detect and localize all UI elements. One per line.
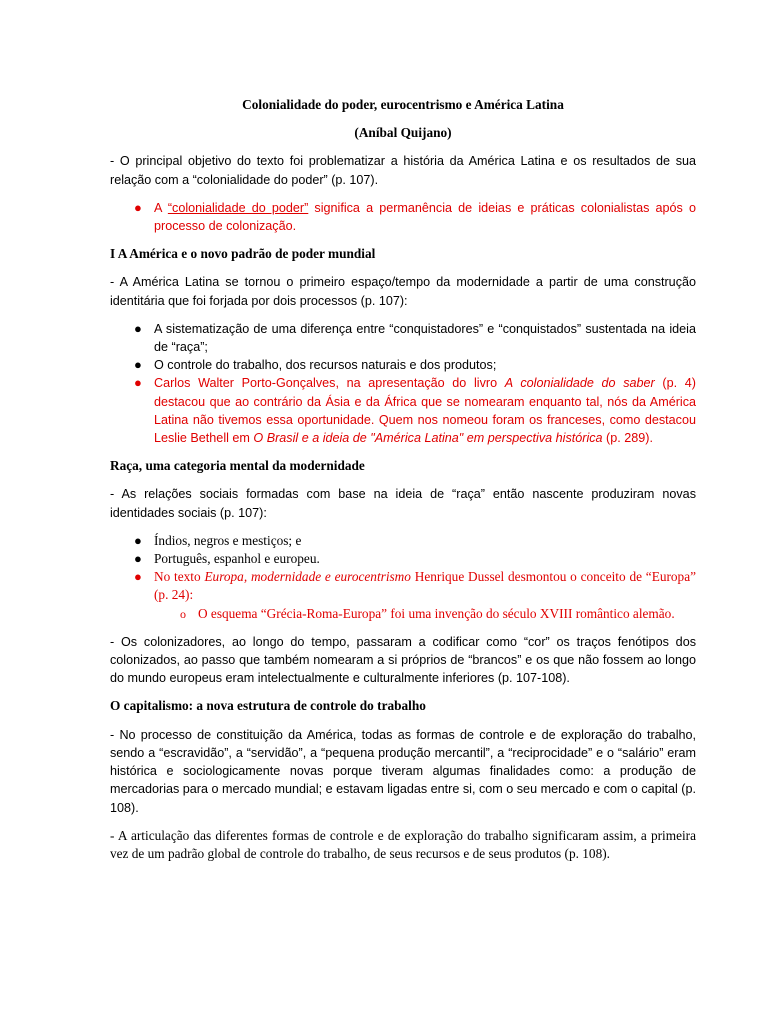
document-title: Colonialidade do poder, eurocentrismo e América Latina [242, 97, 564, 112]
circle-bullet-icon: o [180, 606, 186, 621]
section1-paragraph: - A América Latina se tornou o primeiro espaço/tempo da modernidade a partir de uma construção identitária que foi forjada por dois processos (p. 107): [110, 275, 696, 308]
section2-paragraph-1: - As relações sociais formadas com base na ideia de “raça” então nascente produziram novas identidades sociais (p. 107): [110, 487, 696, 520]
bullet-icon: ● [134, 199, 142, 215]
bullet-icon: ● [134, 532, 142, 548]
section2-bullet-list [110, 532, 696, 623]
bullet-icon: ● [134, 320, 142, 336]
section3-paragraph-2: - A articulação das diferentes formas de controle e de exploração do trabalho significaram assim, a primeira vez de um padrão global de controle do trabalho, de seus recursos e de seus produtos (p. 108). [110, 827, 696, 861]
document-page [110, 96, 696, 873]
section-heading-america: I A América e o novo padrão de poder mundial [110, 246, 376, 262]
section1-bullet-list [110, 320, 696, 447]
intro-bullet-list [110, 199, 696, 235]
list-item: ● Português, espanhol e europeu. [154, 550, 696, 568]
intro-paragraph: - O principal objetivo do texto foi problematizar a história da América Latina e os resultados de sua relação com a “colonialidade do poder” (p. 107). [110, 154, 696, 187]
list-item: ● Carlos Walter Porto-Gonçalves, na apresentação do livro A colonialidade do saber (p. 4) destacou que ao contrário da Ásia e da África que se nomearam enquanto tal, nós da América Latina não tivemos essa oportunidade. Quem nos nomeou foram os franceses, como destacou Leslie Bethell em O Brasil e a ideia de "América Latina" em perspectiva histórica (p. 289). [134, 375, 696, 446]
section-heading-raca: Raça, uma categoria mental da modernidade [110, 458, 365, 474]
bullet-icon: ● [134, 357, 142, 373]
list-item: o O esquema “Grécia-Roma-Europa” foi uma invenção do século XVIII romântico alemão. [198, 605, 696, 623]
list-item: ● Índios, negros e mestiços; e [154, 532, 696, 550]
section-heading-capitalismo: O capitalismo: a nova estrutura de controle do trabalho [110, 698, 426, 714]
bullet-icon: ● [134, 569, 142, 585]
document-author: (Aníbal Quijano) [354, 125, 452, 141]
list-item: ● A sistematização de uma diferença entre “conquistadores” e “conquistados” sustentada na ideia de “raça”; [134, 320, 696, 355]
colonialidade-link[interactable]: “colonialidade do poder” [167, 200, 309, 215]
bullet-icon: ● [134, 375, 142, 391]
list-item: ● O controle do trabalho, dos recursos naturais e dos produtos; [154, 356, 696, 374]
sub-bullet-list [154, 605, 696, 623]
list-item: ● No texto Europa, modernidade e eurocentrismo Henrique Dussel desmontou o conceito de “Europa” (p. 24): o O esquema “Grécia-Roma-Europa” foi uma invenção do século XVIII romântico alemão. [154, 568, 696, 623]
section3-paragraph-1: - No processo de constituição da América, todas as formas de controle e de exploração do trabalho, sendo a “escravidão”, a “servidão”, a “pequena produção mercantil”, a “reciprocidade” e o “salário” eram histórica e sociologicamente novas porque tiveram algumas finalidades como: a produção de mercadorias para o mercado mundial; e estavam ligadas entre si, com o seu mercado e com o capital (p. 108). [110, 727, 696, 815]
section2-paragraph-2: - Os colonizadores, ao longo do tempo, passaram a codificar como “cor” os traços fenótipos dos colonizados, ao passo que também nomearam a si próprios de “brancos” e os que não fossem ao longo do mundo europeus eram intelectualmente e culturalmente inferiores (p. 107-108). [110, 634, 696, 686]
bullet-icon: ● [134, 551, 142, 567]
list-item: ● A “colonialidade do poder” significa a permanência de ideias e práticas colonialistas após o processo de colonização. [134, 199, 696, 234]
